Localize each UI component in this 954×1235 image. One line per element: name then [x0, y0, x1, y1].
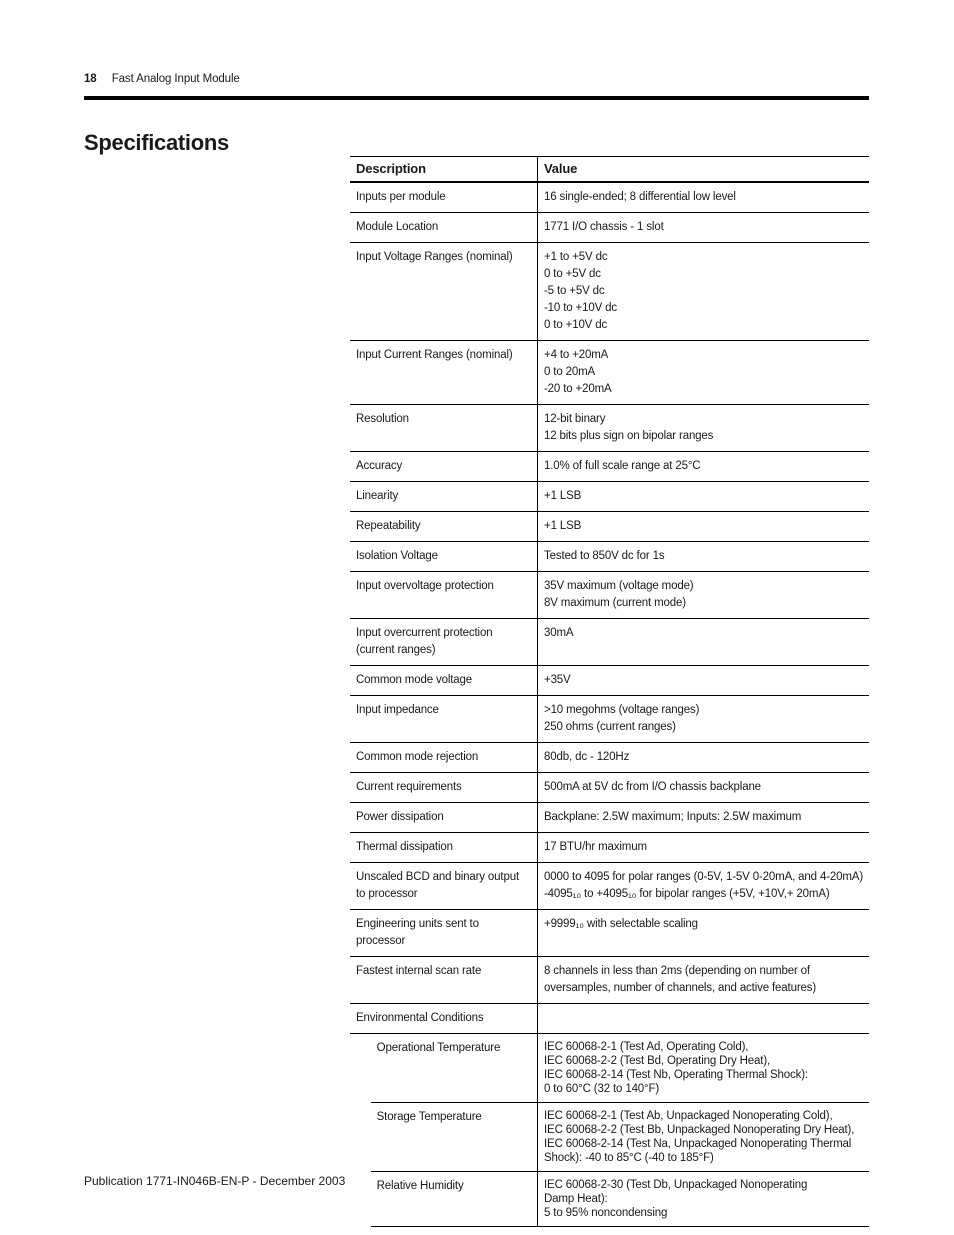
table-header-row	[350, 157, 869, 183]
table-row	[350, 542, 869, 572]
spec-value	[538, 1172, 870, 1227]
spec-value-line: +1 LSB	[544, 520, 582, 532]
spec-value-line: 0000 to 4095 for polar ranges (0-5V, 1-5V 0-20mA, and 4-20mA)	[544, 871, 864, 883]
spec-value-line: Tested to 850V dc for 1s	[544, 550, 665, 562]
spec-value	[538, 341, 870, 405]
spec-value-line: 17 BTU/hr maximum	[544, 841, 647, 853]
spec-value-line: 0 to +10V dc	[544, 319, 608, 331]
spec-value-line: IEC 60068-2-1 (Test Ab, Unpackaged Nonoperating Cold),	[544, 1110, 833, 1122]
spec-value-line: 30mA	[544, 627, 574, 639]
spec-value-line: IEC 60068-2-14 (Test Na, Unpackaged Nonoperating Thermal	[544, 1138, 852, 1150]
table-row	[350, 213, 869, 243]
table-row	[350, 405, 869, 452]
table-row	[350, 803, 869, 833]
spec-value-line: IEC 60068-2-1 (Test Ad, Operating Cold),	[544, 1041, 749, 1053]
column-header-value: Value	[538, 157, 870, 183]
spec-value-line: 5 to 95% noncondensing	[544, 1207, 668, 1219]
spec-description: Isolation Voltage	[350, 542, 538, 572]
spec-value	[538, 542, 870, 572]
spec-value	[538, 1103, 870, 1172]
spec-value-line: +1 to +5V dc	[544, 251, 608, 263]
spec-description: Engineering units sent to processor	[350, 910, 538, 957]
table-row-environmental	[350, 1172, 869, 1227]
spec-value-line: 0 to 20mA	[544, 366, 596, 378]
table-row	[350, 957, 869, 1004]
spec-value	[538, 452, 870, 482]
spec-value	[538, 1034, 870, 1103]
table-row	[350, 863, 869, 910]
table-row	[350, 572, 869, 619]
spec-value-line: +35V	[544, 674, 571, 686]
table-row	[350, 833, 869, 863]
indent-spacer	[350, 1034, 371, 1103]
spec-description: Input Current Ranges (nominal)	[350, 341, 538, 405]
spec-description: Accuracy	[350, 452, 538, 482]
spec-value	[538, 863, 870, 910]
table-row-environmental	[350, 1034, 869, 1103]
spec-value	[538, 910, 870, 957]
spec-value-line: Backplane: 2.5W maximum; Inputs: 2.5W maximum	[544, 811, 802, 823]
header-rule	[84, 96, 869, 100]
spec-description: Storage Temperature	[371, 1103, 538, 1172]
spec-description: Common mode rejection	[350, 743, 538, 773]
table-row	[350, 743, 869, 773]
spec-description: Input overvoltage protection	[350, 572, 538, 619]
spec-value-line: IEC 60068-2-2 (Test Bb, Unpackaged Nonoperating Dry Heat),	[544, 1124, 855, 1136]
spec-value	[538, 619, 870, 666]
table-row	[350, 696, 869, 743]
spec-value-line: 500mA at 5V dc from I/O chassis backplane	[544, 781, 761, 793]
indent-spacer	[350, 1103, 371, 1172]
spec-description: Input overcurrent protection (current ranges)	[350, 619, 538, 666]
spec-value-line: +9999₁₀ with selectable scaling	[544, 918, 698, 930]
table-row-environmental	[350, 1103, 869, 1172]
spec-value	[538, 666, 870, 696]
table-row	[350, 666, 869, 696]
section-title: Specifications	[84, 130, 229, 155]
spec-value-line: 16 single-ended; 8 differential low level	[544, 191, 736, 203]
spec-value	[538, 482, 870, 512]
table-row	[350, 773, 869, 803]
spec-value	[538, 182, 870, 213]
spec-description: Operational Temperature	[371, 1034, 538, 1103]
spec-value	[538, 803, 870, 833]
column-header-description: Description	[350, 157, 538, 183]
spec-value-line: IEC 60068-2-2 (Test Bd, Operating Dry Heat),	[544, 1055, 771, 1067]
spec-value-line: 250 ohms (current ranges)	[544, 721, 676, 733]
spec-description: Module Location	[350, 213, 538, 243]
spec-value	[538, 243, 870, 341]
spec-value-line: 8V maximum (current mode)	[544, 597, 686, 609]
spec-value-line: -5 to +5V dc	[544, 285, 605, 297]
table-row	[350, 452, 869, 482]
spec-value-line: 35V maximum (voltage mode)	[544, 580, 694, 592]
spec-description: Environmental Conditions	[350, 1004, 538, 1034]
spec-description: Inputs per module	[350, 182, 538, 213]
spec-value-line: -10 to +10V dc	[544, 302, 618, 314]
spec-value-line: +1 LSB	[544, 490, 582, 502]
spec-description: Common mode voltage	[350, 666, 538, 696]
spec-description: Power dissipation	[350, 803, 538, 833]
spec-value	[538, 572, 870, 619]
spec-description: Thermal dissipation	[350, 833, 538, 863]
spec-value-line: 1.0% of full scale range at 25°C	[544, 460, 701, 472]
spec-value-line: IEC 60068-2-14 (Test Nb, Operating Thermal Shock):	[544, 1069, 808, 1081]
spec-description: Linearity	[350, 482, 538, 512]
spec-value	[538, 696, 870, 743]
table-row	[350, 1004, 869, 1034]
spec-description: Input Voltage Ranges (nominal)	[350, 243, 538, 341]
specifications-table	[350, 156, 869, 1227]
spec-value	[538, 1004, 870, 1034]
spec-value	[538, 833, 870, 863]
spec-value-line: -4095₁₀ to +4095₁₀ for bipolar ranges (+5V, +10V,+ 20mA)	[544, 888, 830, 900]
spec-value-line: 8 channels in less than 2ms (depending on number of oversamples, number of channels, and active features)	[544, 965, 817, 994]
page-number: 18	[84, 73, 97, 85]
spec-value-line: +4 to +20mA	[544, 349, 609, 361]
table-body	[350, 182, 869, 1227]
spec-value-line: 12 bits plus sign on bipolar ranges	[544, 430, 714, 442]
spec-description: Relative Humidity	[371, 1172, 538, 1227]
table-row	[350, 243, 869, 341]
table-row	[350, 482, 869, 512]
spec-value-line: -20 to +20mA	[544, 383, 612, 395]
table-row	[350, 341, 869, 405]
spec-value-line: 0 to +5V dc	[544, 268, 601, 280]
page-header	[84, 73, 240, 85]
spec-value-line: Shock): -40 to 85°C (-40 to 185°F)	[544, 1152, 714, 1164]
spec-value	[538, 213, 870, 243]
spec-description: Unscaled BCD and binary output to processor	[350, 863, 538, 910]
spec-value-line: Damp Heat):	[544, 1193, 608, 1205]
indent-spacer	[350, 1172, 371, 1227]
spec-value-line: 0 to 60°C (32 to 140°F)	[544, 1083, 660, 1095]
spec-value-line: 12-bit binary	[544, 413, 606, 425]
spec-description: Current requirements	[350, 773, 538, 803]
spec-description: Input impedance	[350, 696, 538, 743]
spec-description: Resolution	[350, 405, 538, 452]
spec-description: Fastest internal scan rate	[350, 957, 538, 1004]
spec-value-line: 1771 I/O chassis - 1 slot	[544, 221, 664, 233]
spec-value-line: >10 megohms (voltage ranges)	[544, 704, 700, 716]
spec-value	[538, 743, 870, 773]
table-row	[350, 910, 869, 957]
spec-value	[538, 405, 870, 452]
table-row	[350, 619, 869, 666]
table-row	[350, 512, 869, 542]
spec-value	[538, 773, 870, 803]
table-row	[350, 182, 869, 213]
spec-value-line: IEC 60068-2-30 (Test Db, Unpackaged Nonoperating	[544, 1179, 808, 1191]
spec-description: Repeatability	[350, 512, 538, 542]
spec-value-line: 80db, dc - 120Hz	[544, 751, 630, 763]
spec-value	[538, 957, 870, 1004]
footer-publication: Publication 1771-IN046B-EN-P - December 2003	[84, 1174, 346, 1188]
spec-value	[538, 512, 870, 542]
header-title: Fast Analog Input Module	[111, 73, 240, 85]
